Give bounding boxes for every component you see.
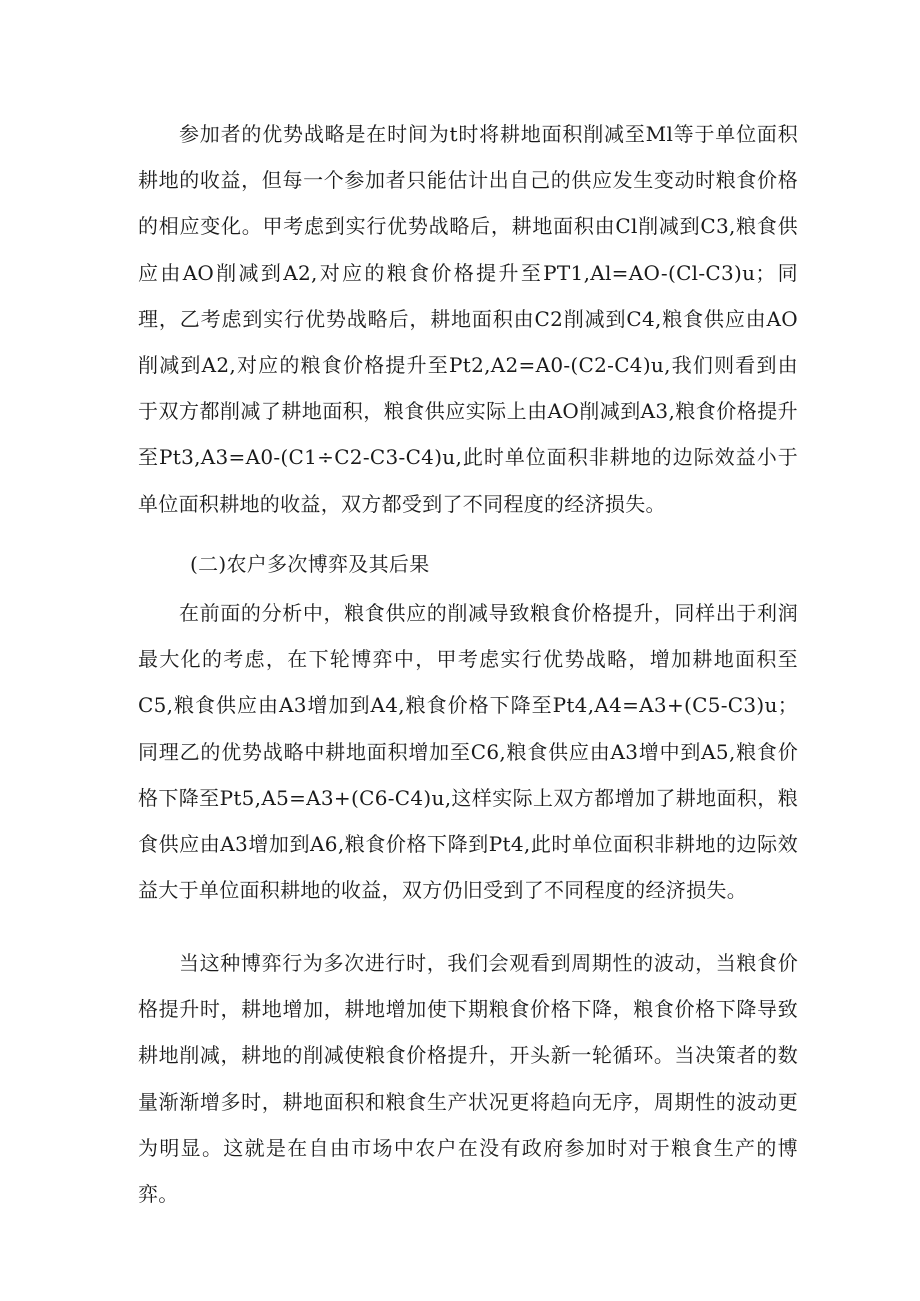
paragraph-cyclical-fluctuation: 当这种博弈行为多次进行时，我们会观看到周期性的波动，当粮食价格提升时，耕地增加，耕地增加使下期粮食价格下降，粮食价格下降导致耕地削减，耕地的削减使粮食价格提升，开头新一轮循环。当决策者的数量渐渐增多时，耕地面积和粮食生产状况更将趋向无序，周期性的波动更为明显。这就是在自由市场中农户在没有政府参加时对于粮食生产的博弈。 [138,951,798,1207]
paragraph-next-round-game: 在前面的分析中，粮食供应的削减导致粮食价格提升，同样出于利润最大化的考虑，在下轮博弈中，甲考虑实行优势战略，增加耕地面积至C5,粮食供应由A3增加到A4,粮食价格下降至Pt4,A4=A3+(C5-C3)u；同理乙的优势战略中耕地面积增加至C6,粮食供应由A3增中到A5,粮食价格下降至Pt5,A5=A3+(C6-C4)u,这样实际上双方都增加了耕地面积，粮食供应由A3增加到A6,粮食价格下降到Pt4,此时单位面积非耕地的边际效益大于单位面积耕地的收益，双方仍旧受到了不同程度的经济损失。 [138,601,798,903]
section-heading-repeated-game: (二)农户多次博弈及其后果 [190,552,430,576]
paragraph-dominant-strategy: 参加者的优势战略是在时间为t时将耕地面积削减至Ml等于单位面积耕地的收益，但每一个参加者只能估计出自己的供应发生变动时粮食价格的相应变化。甲考虑到实行优势战略后，耕地面积由Cl削减到C3,粮食供应由AO削减到A2,对应的粮食价格提升至PT1,Al=AO-(Cl-C3)u；同理，乙考虑到实行优势战略后，耕地面积由C2削减到C4,粮食供应由AO削减到A2,对应的粮食价格提升至Pt2,A2=A0-(C2-C4)u,我们则看到由于双方都削减了耕地面积，粮食供应实际上由AO削减到A3,粮食价格提升至Pt3,A3=A0-(C1÷C2-C3-C4)u,此时单位面积非耕地的边际效益小于单位面积耕地的收益，双方都受到了不同程度的经济损失。 [138,122,798,516]
